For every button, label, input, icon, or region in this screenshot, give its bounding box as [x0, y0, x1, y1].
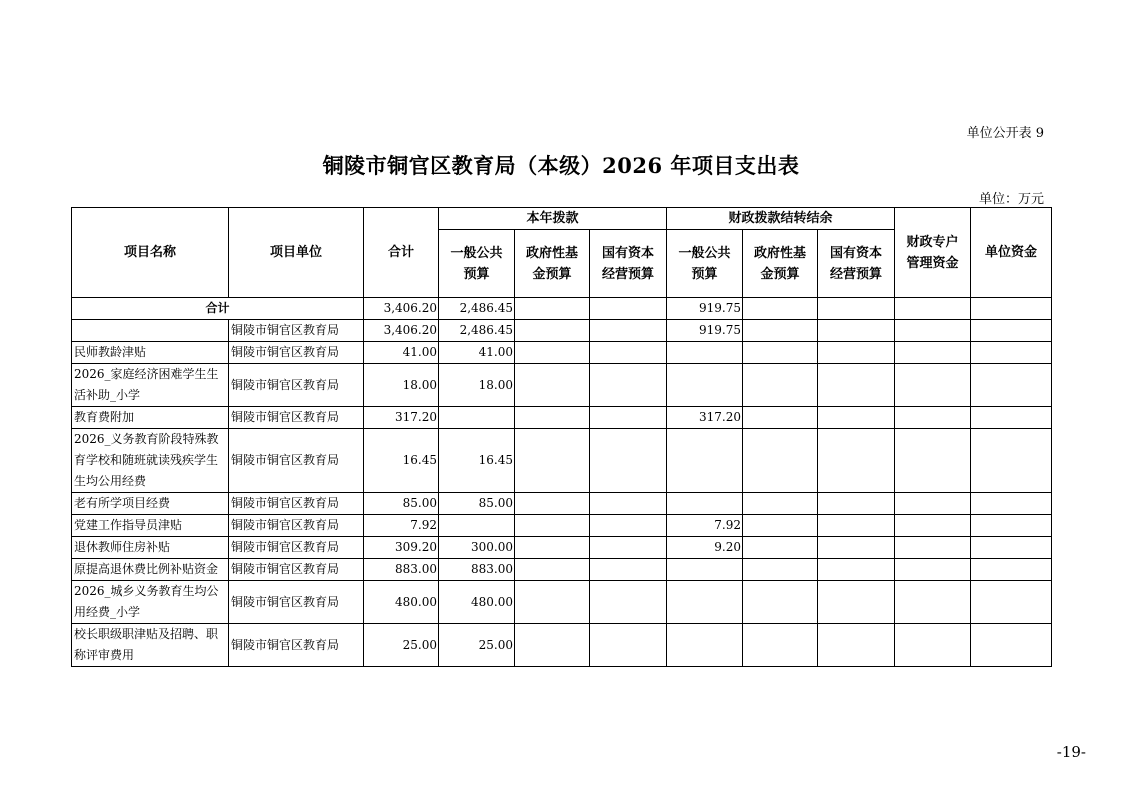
co-general-cell: 919.75 — [667, 320, 743, 342]
co-general-cell — [667, 429, 743, 493]
header-co-state-capital: 国有资本经营预算 — [818, 230, 895, 298]
project-unit-cell: 铜陵市铜官区教育局 — [229, 559, 364, 581]
table-row — [72, 429, 1052, 493]
special-funds-cell — [895, 581, 971, 624]
header-project-name: 项目名称 — [72, 208, 229, 298]
co-state-capital-cell — [818, 581, 895, 624]
header-carryover: 财政拨款结转结余 — [667, 208, 895, 230]
project-name-cell: 原提高退休费比例补贴资金 — [72, 559, 229, 581]
project-name-cell: 退休教师住房补贴 — [72, 537, 229, 559]
header-project-unit: 项目单位 — [229, 208, 364, 298]
total-cell: 480.00 — [364, 581, 439, 624]
project-unit-cell: 铜陵市铜官区教育局 — [229, 581, 364, 624]
page-title: 铜陵市铜官区教育局（本级）2026 年项目支出表 — [322, 153, 800, 178]
header-cur-gov-fund: 政府性基金预算 — [515, 230, 590, 298]
cur-gov-fund-cell — [515, 364, 590, 407]
cur-general-cell: 41.00 — [439, 342, 515, 364]
co-general-cell — [667, 624, 743, 667]
cur-state-capital-cell — [590, 537, 667, 559]
special-funds-cell — [895, 364, 971, 407]
project-name-cell: 2026_义务教育阶段特殊教育学校和随班就读残疾学生生均公用经费 — [72, 429, 229, 493]
total-cell: 18.00 — [364, 364, 439, 407]
co-general-cell: 7.92 — [667, 515, 743, 537]
total-cell: 25.00 — [364, 624, 439, 667]
total-cell: 883.00 — [364, 559, 439, 581]
cur-gov-fund-cell — [515, 559, 590, 581]
cur-state-capital-cell — [590, 515, 667, 537]
cur-general-cell: 85.00 — [439, 493, 515, 515]
table-row — [72, 364, 1052, 407]
header-unit-funds: 单位资金 — [971, 208, 1052, 298]
project-name-cell — [72, 320, 229, 342]
co-state-capital-cell — [818, 407, 895, 429]
total-amount: 3,406.20 — [364, 298, 439, 320]
co-general-cell — [667, 581, 743, 624]
total-co-general: 919.75 — [667, 298, 743, 320]
special-funds-cell — [895, 429, 971, 493]
cur-gov-fund-cell — [515, 493, 590, 515]
header-co-gov-fund: 政府性基金预算 — [743, 230, 818, 298]
table-row — [72, 342, 1052, 364]
cur-general-cell: 883.00 — [439, 559, 515, 581]
special-funds-cell — [895, 624, 971, 667]
table-header — [72, 208, 1052, 298]
cur-gov-fund-cell — [515, 581, 590, 624]
co-state-capital-cell — [818, 624, 895, 667]
project-unit-cell: 铜陵市铜官区教育局 — [229, 364, 364, 407]
co-gov-fund-cell — [743, 493, 818, 515]
co-general-cell — [667, 342, 743, 364]
project-name-cell: 2026_城乡义务教育生均公用经费_小学 — [72, 581, 229, 624]
unit-label: 单位：万元 — [978, 192, 1044, 207]
cur-state-capital-cell — [590, 320, 667, 342]
cur-state-capital-cell — [590, 559, 667, 581]
table-body — [72, 298, 1052, 667]
total-cell: 309.20 — [364, 537, 439, 559]
cur-general-cell: 2,486.45 — [439, 320, 515, 342]
cur-gov-fund-cell — [515, 537, 590, 559]
project-unit-cell: 铜陵市铜官区教育局 — [229, 493, 364, 515]
cur-state-capital-cell — [590, 342, 667, 364]
project-unit-cell: 铜陵市铜官区教育局 — [229, 624, 364, 667]
co-state-capital-cell — [818, 515, 895, 537]
unit-funds-cell — [971, 407, 1052, 429]
co-gov-fund-cell — [743, 515, 818, 537]
table-row — [72, 559, 1052, 581]
cur-general-cell: 25.00 — [439, 624, 515, 667]
header-cur-general: 一般公共预算 — [439, 230, 515, 298]
unit-funds-cell — [971, 364, 1052, 407]
unit-funds-cell — [971, 429, 1052, 493]
table-row — [72, 320, 1052, 342]
table-row — [72, 493, 1052, 515]
total-cell: 7.92 — [364, 515, 439, 537]
co-gov-fund-cell — [743, 364, 818, 407]
cur-gov-fund-cell — [515, 320, 590, 342]
total-cell: 3,406.20 — [364, 320, 439, 342]
special-funds-cell — [895, 320, 971, 342]
project-unit-cell: 铜陵市铜官区教育局 — [229, 407, 364, 429]
total-label: 合计 — [72, 298, 364, 320]
unit-funds-cell — [971, 320, 1052, 342]
special-funds-cell — [895, 493, 971, 515]
co-gov-fund-cell — [743, 624, 818, 667]
project-name-cell: 校长职级职津贴及招聘、职称评审费用 — [72, 624, 229, 667]
table-row — [72, 624, 1052, 667]
total-cell: 85.00 — [364, 493, 439, 515]
co-general-cell: 9.20 — [667, 537, 743, 559]
co-gov-fund-cell — [743, 537, 818, 559]
co-state-capital-cell — [818, 429, 895, 493]
special-funds-cell — [895, 537, 971, 559]
total-cur-general: 2,486.45 — [439, 298, 515, 320]
project-unit-cell: 铜陵市铜官区教育局 — [229, 429, 364, 493]
header-current-year: 本年拨款 — [439, 208, 667, 230]
total-row — [72, 298, 1052, 320]
co-state-capital-cell — [818, 559, 895, 581]
co-state-capital-cell — [818, 493, 895, 515]
cur-state-capital-cell — [590, 624, 667, 667]
table-row — [72, 515, 1052, 537]
co-general-cell — [667, 364, 743, 407]
project-unit-cell: 铜陵市铜官区教育局 — [229, 320, 364, 342]
special-funds-cell — [895, 342, 971, 364]
header-co-general: 一般公共预算 — [667, 230, 743, 298]
cur-gov-fund-cell — [515, 407, 590, 429]
co-gov-fund-cell — [743, 429, 818, 493]
cur-state-capital-cell — [590, 493, 667, 515]
cur-general-cell: 16.45 — [439, 429, 515, 493]
cur-general-cell — [439, 407, 515, 429]
cur-state-capital-cell — [590, 364, 667, 407]
co-state-capital-cell — [818, 364, 895, 407]
special-funds-cell — [895, 559, 971, 581]
co-general-cell — [667, 559, 743, 581]
cur-general-cell: 18.00 — [439, 364, 515, 407]
cur-general-cell: 480.00 — [439, 581, 515, 624]
header-cur-state-capital: 国有资本经营预算 — [590, 230, 667, 298]
project-name-cell: 民师教龄津贴 — [72, 342, 229, 364]
co-general-cell — [667, 493, 743, 515]
unit-funds-cell — [971, 515, 1052, 537]
project-name-cell: 教育费附加 — [72, 407, 229, 429]
co-gov-fund-cell — [743, 407, 818, 429]
total-cell: 317.20 — [364, 407, 439, 429]
cur-gov-fund-cell — [515, 429, 590, 493]
total-cell: 41.00 — [364, 342, 439, 364]
total-cell: 16.45 — [364, 429, 439, 493]
project-unit-cell: 铜陵市铜官区教育局 — [229, 537, 364, 559]
unit-funds-cell — [971, 581, 1052, 624]
unit-funds-cell — [971, 537, 1052, 559]
co-state-capital-cell — [818, 537, 895, 559]
unit-funds-cell — [971, 624, 1052, 667]
unit-funds-cell — [971, 342, 1052, 364]
project-name-cell: 2026_家庭经济困难学生生活补助_小学 — [72, 364, 229, 407]
special-funds-cell — [895, 515, 971, 537]
page-number: -19- — [1056, 743, 1086, 761]
cur-gov-fund-cell — [515, 342, 590, 364]
co-general-cell: 317.20 — [667, 407, 743, 429]
project-expenditure-table — [71, 207, 1052, 667]
co-gov-fund-cell — [743, 342, 818, 364]
cur-state-capital-cell — [590, 581, 667, 624]
cur-general-cell: 300.00 — [439, 537, 515, 559]
table-number-label: 单位公开表 9 — [966, 126, 1044, 141]
table-row — [72, 581, 1052, 624]
co-gov-fund-cell — [743, 581, 818, 624]
unit-funds-cell — [971, 493, 1052, 515]
special-funds-cell — [895, 407, 971, 429]
co-gov-fund-cell — [743, 320, 818, 342]
cur-state-capital-cell — [590, 429, 667, 493]
cur-gov-fund-cell — [515, 515, 590, 537]
co-state-capital-cell — [818, 320, 895, 342]
table-row — [72, 407, 1052, 429]
co-state-capital-cell — [818, 342, 895, 364]
table-row — [72, 537, 1052, 559]
cur-gov-fund-cell — [515, 624, 590, 667]
header-special-funds: 财政专户管理资金 — [895, 208, 971, 298]
header-total: 合计 — [364, 208, 439, 298]
project-unit-cell: 铜陵市铜官区教育局 — [229, 515, 364, 537]
project-name-cell: 党建工作指导员津贴 — [72, 515, 229, 537]
cur-state-capital-cell — [590, 407, 667, 429]
co-gov-fund-cell — [743, 559, 818, 581]
cur-general-cell — [439, 515, 515, 537]
project-unit-cell: 铜陵市铜官区教育局 — [229, 342, 364, 364]
unit-funds-cell — [971, 559, 1052, 581]
project-name-cell: 老有所学项目经费 — [72, 493, 229, 515]
